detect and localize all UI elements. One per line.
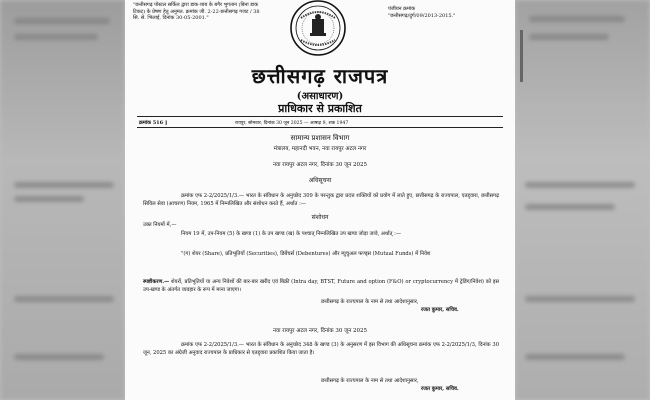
- amendment-rule-text: नियम 19 में, उप-नियम (5) के खण्ड (1) के उप खण्ड (ख) के पश्चात् निम्नलिखित उप खण्ड जोड़ा जावे, अर्थात् :—: [181, 231, 402, 237]
- amendment-intro: उक्त नियमों में,—: [143, 222, 177, 228]
- governor-order-line: छत्तीसगढ़ के राज्यपाल के नाम से तथा आदेशानुसार,: [321, 378, 419, 384]
- explanation-paragraph: [143, 278, 499, 294]
- gazette-page: [125, 0, 515, 400]
- gazette-title: छत्तीसगढ़ राजपत्र: [251, 64, 389, 88]
- notification-heading: अधिसूचना: [308, 177, 332, 184]
- extraordinary-label: (असाधारण): [296, 91, 344, 102]
- blurred-background-right: [515, 0, 650, 400]
- state-emblem-seal-icon: [275, 0, 361, 56]
- signatory: रजत कुमार, सचिव.: [421, 386, 459, 392]
- blurred-background-left: [0, 0, 125, 400]
- issue-date-line: रायपुर, सोमवार, दिनांक 30 जून 2025 — आषाढ़ 9, शक 1947: [235, 121, 349, 126]
- divider: [137, 116, 503, 117]
- scrollbar[interactable]: [520, 30, 523, 82]
- registration-note: [388, 6, 503, 19]
- issue-number: क्रमांक 516 ]: [139, 120, 168, 126]
- notification-paragraph: क्रमांक एफ 2-2/2025/1/3.— भारत के संविधान के अनुच्छेद 309 के परन्तुक द्वारा प्रदत्त शक्तियों को प्रयोग में लाते हुए, छत्तीसगढ़ के राज्यपाल, एतद्द्वारा, छत्तीसगढ़ सिविल सेवा (आचरण) नियम, 1965 में निम्नलिखित और संशोधन करते हैं, अर्थात :—: [143, 193, 499, 207]
- postal-note: "छत्तीसगढ़ पोस्टल सर्किल द्वारा डाक-व्यय के बगैर भुगतान (बिना डाक टिकट) के प्रेषण हेतु अनुमत. क्रमांक जी. 2-22-छत्तीसगढ़ गजट / 38 सि. से. भिलाई, दिनांक 30-05-2001.": [133, 2, 260, 21]
- registration-number: "छत्तीसगढ़/दुर्ग/09/2013-2015.": [388, 12, 456, 19]
- divider: [137, 127, 503, 128]
- explanation-label: स्पष्टीकरण.—: [143, 279, 170, 285]
- notice-date: नवा रायपुर अटल नगर, दिनांक 30 जून 2025: [272, 328, 368, 334]
- investment-clause: "(ग) शेयर (Share), प्रतिभूतियों (Securities), डिबेंचर्स (Debentures) और म्युचुअल फण्ड्स (Mutual Funds) में निवेश: [181, 251, 431, 257]
- explanation-text: शेयरों, प्रतिभूतियों या अन्य निवेशों की बार-बार खरीद एवं बिक्री (Intra day, BTST, Future and option (F&O) or cryptocurrency में ट्रेडिंग/निवेश) को इस उप-खण्ड के अंतर्गत व्यवहार के रूप में माना जाएगा।: [143, 279, 499, 293]
- registration-label: पंजीयन क्रमांक: [388, 6, 416, 12]
- ministry-address: मंत्रालय, महानदी भवन, नवा रायपुर अटल नगर: [273, 146, 367, 152]
- governor-order-line: छत्तीसगढ़ के राज्यपाल के नाम से तथा आदेशानुसार,: [321, 299, 419, 305]
- translation-notice-paragraph: क्रमांक एफ 2-2/2025/1/3.— भारत के संविधान के अनुच्छेद 348 के खण्ड (3) के अनुसरण में इस विभाग की अधिसूचना क्रमांक एफ 2-2/2025/1/3, दिनांक 30 जून, 2025 का अंग्रेजी अनुवाद राज्यपाल के प्राधिकार से एतद्द्वारा प्रकाशित किया जाता है।: [143, 342, 499, 356]
- amendment-heading: संशोधन: [311, 214, 329, 221]
- published-by-authority: प्राधिकार से प्रकाशित: [278, 102, 362, 115]
- department-name: सामान्य प्रशासन विभाग: [290, 134, 350, 142]
- signatory: रजत कुमार, सचिव.: [421, 307, 459, 313]
- notice-date: नवा रायपुर अटल नगर, दिनांक 30 जून 2025: [272, 162, 368, 168]
